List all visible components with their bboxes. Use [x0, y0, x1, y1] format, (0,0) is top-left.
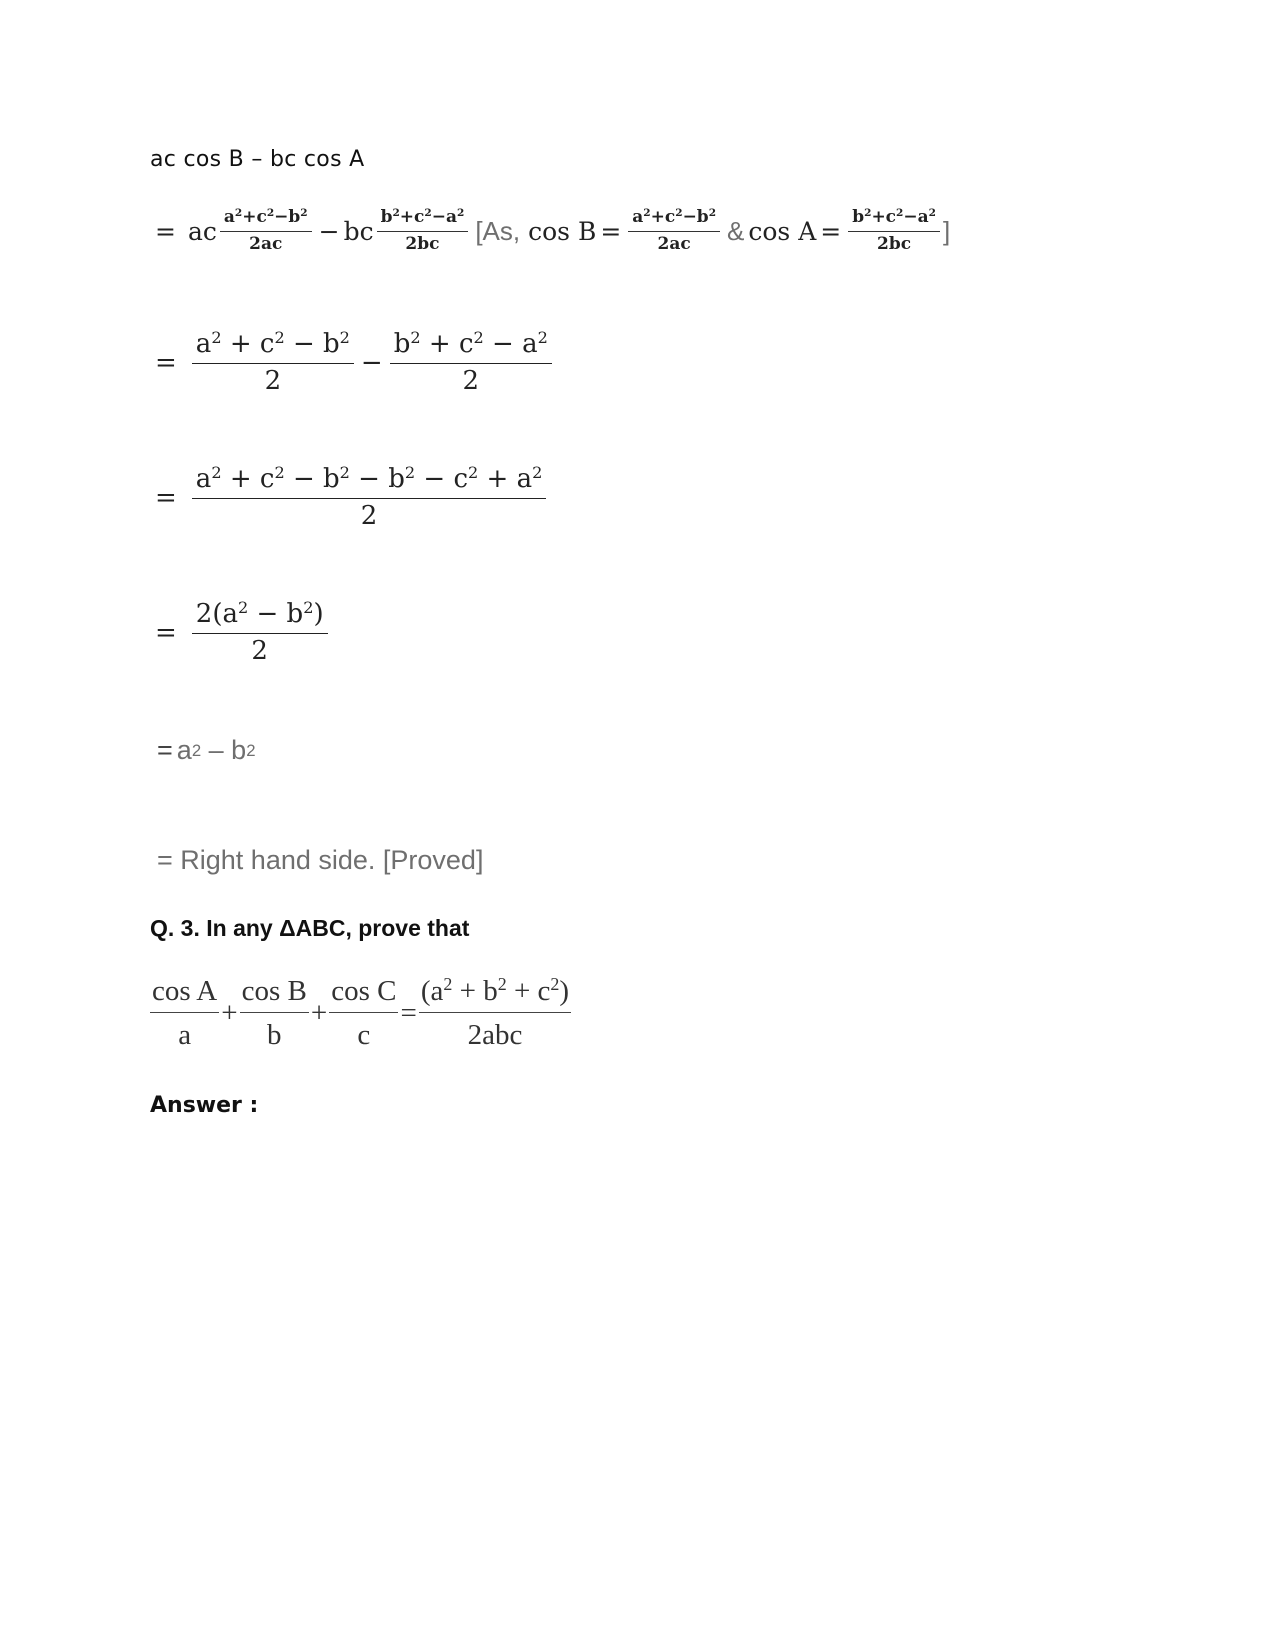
a-base: a — [176, 735, 192, 765]
coefficient-ac: ac — [187, 216, 217, 246]
denominator: c — [357, 1019, 371, 1052]
equals-sign: = — [157, 735, 173, 765]
step-1-equation — [155, 208, 950, 254]
step-2-equation — [155, 330, 555, 397]
equals-sign: = — [820, 216, 842, 246]
denominator: 2ac — [249, 233, 283, 254]
combined-fraction — [192, 465, 547, 532]
fraction-cosC-over-c — [329, 975, 398, 1053]
numerator: $a^2+c^2-b^2$ — [220, 208, 312, 232]
equals-sign: = — [155, 618, 177, 649]
bracket-close: ] — [942, 215, 951, 246]
denominator: a — [178, 1019, 192, 1052]
numerator: $a^2+c^2-b^2$ — [628, 208, 720, 232]
numerator: $2(a^2 - b^2)$ — [192, 600, 328, 634]
numerator: cos A — [150, 975, 219, 1013]
fraction-right — [390, 330, 552, 397]
denominator: 2 — [360, 500, 378, 531]
denominator: 2ac — [657, 233, 691, 254]
denominator: 2bc — [877, 233, 912, 254]
intro-expression: ac cos B – bc cos A — [150, 147, 365, 172]
fraction-cosA-definition — [848, 208, 940, 254]
numerator: $(a^2 + b^2 + c^2)$ — [419, 975, 571, 1013]
simplified-fraction — [192, 600, 328, 667]
numerator: $b^2+c^2-a^2$ — [848, 208, 940, 232]
step-5-result: = a 2 – b 2 — [157, 735, 256, 765]
denominator: 2bc — [405, 233, 440, 254]
equals-sign: = — [155, 216, 176, 246]
equals-sign: = — [400, 997, 417, 1030]
identity-equation — [150, 975, 571, 1053]
plus-sign: + — [310, 997, 328, 1030]
numerator: cos B — [240, 975, 309, 1013]
minus-sign: – — [201, 735, 232, 765]
fraction-cosA-over-a — [150, 975, 219, 1053]
b-base: b — [231, 735, 247, 765]
question-3-heading: Q. 3. In any ΔABC, prove that — [150, 915, 470, 941]
cosA-label: cos A — [748, 216, 817, 246]
fraction-cosB-definition — [628, 208, 720, 254]
coefficient-bc: bc — [343, 216, 374, 246]
plus-sign: + — [221, 997, 238, 1030]
numerator: $b^2 + c^2 - a^2$ — [390, 330, 552, 364]
answer-label: Answer : — [150, 1093, 259, 1118]
fraction-cosA-expansion — [377, 208, 469, 254]
cosB-label: cos B — [528, 216, 597, 246]
numerator: $a^2 + c^2 - b^2$ — [192, 330, 354, 364]
fraction-cosB-expansion — [220, 208, 312, 254]
fraction-rhs — [419, 975, 571, 1053]
numerator: $a^2 + c^2 - b^2 - b^2 - c^2 + a^2$ — [192, 465, 547, 499]
numerator: $b^2+c^2-a^2$ — [377, 208, 469, 232]
equals-sign: = — [600, 216, 622, 246]
denominator: 2 — [251, 635, 268, 666]
denominator: b — [266, 1019, 282, 1052]
minus-sign: − — [318, 216, 340, 246]
step-4-equation — [155, 600, 331, 667]
denominator: 2 — [264, 365, 282, 396]
equals-sign: = — [155, 348, 177, 379]
minus-sign: − — [360, 348, 383, 379]
step-6-conclusion: = Right hand side. [Proved] — [157, 845, 484, 875]
numerator: cos C — [329, 975, 398, 1013]
step-3-equation — [155, 465, 549, 532]
fraction-left — [192, 330, 354, 397]
equals-sign: = — [155, 483, 177, 514]
fraction-cosB-over-b — [240, 975, 309, 1053]
denominator: 2 — [462, 365, 480, 396]
bracket-as-label: [As, — [475, 215, 521, 246]
denominator: 2abc — [467, 1019, 523, 1052]
ampersand: & — [727, 215, 745, 246]
